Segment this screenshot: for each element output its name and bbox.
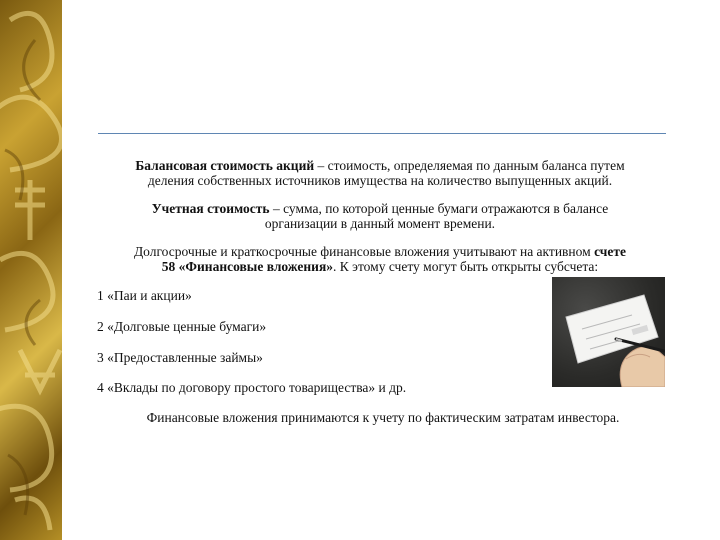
accounting-value-definition-start: – сумма, по которой ценные бумаги отражаются в балансе xyxy=(269,201,609,216)
subaccount-item-4: 4 «Вклады по договору простого товарищества» и др. xyxy=(97,380,407,395)
subaccount-item-1: 1 «Паи и акции» xyxy=(97,288,192,303)
check-and-hand-illustration xyxy=(552,277,665,387)
account-58-name: 58 «Финансовые вложения» xyxy=(161,259,334,274)
accounting-value-paragraph xyxy=(100,201,660,231)
accounting-value-line-2: организации в данный момент времени. xyxy=(264,216,496,231)
account-58-text-start: Долгосрочные и краткосрочные финансовые вложения учитывают на активном xyxy=(133,244,595,259)
hand-signing-check-photo xyxy=(552,277,665,387)
book-value-definition-start: – стоимость, определяемая по данным баланса путем xyxy=(314,158,625,173)
book-value-line-1 xyxy=(100,158,660,173)
decorative-currency-band xyxy=(0,0,62,540)
subaccount-item-3: 3 «Предоставленные займы» xyxy=(97,350,263,365)
book-value-term: Балансовая стоимость акций xyxy=(135,158,315,173)
account-word: счете xyxy=(594,244,627,259)
currency-symbols-pattern xyxy=(0,0,62,540)
subaccount-item-2: 2 «Долговые ценные бумаги» xyxy=(97,319,267,334)
closing-statement: Финансовые вложения принимаются к учету по фактическим затратам инвестора. xyxy=(146,410,620,425)
accounting-value-line-1 xyxy=(100,201,660,216)
account-58-paragraph xyxy=(96,244,664,274)
title-divider-line xyxy=(98,133,666,134)
accounting-value-term: Учетная стоимость xyxy=(151,201,270,216)
account-58-text-end: . К этому счету могут быть открыты субсчета: xyxy=(333,259,599,274)
account-58-line-2 xyxy=(96,259,664,274)
account-58-line-1 xyxy=(96,244,664,259)
book-value-paragraph xyxy=(100,158,660,188)
book-value-line-2: деления собственных источников имущества на количество выпущенных акций. xyxy=(147,173,613,188)
